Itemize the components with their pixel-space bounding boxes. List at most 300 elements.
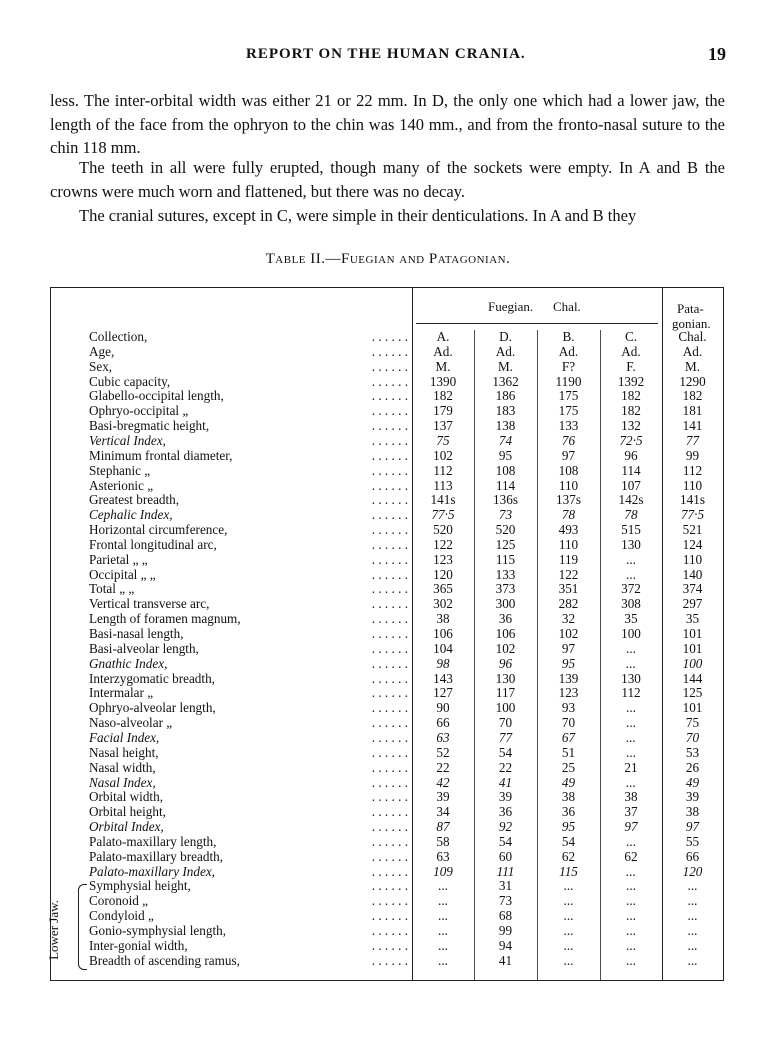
- cell-value: 36: [498, 804, 513, 820]
- row-label: Total „ „: [89, 581, 135, 597]
- lower-jaw-brace: [78, 884, 87, 970]
- cell-value: 122: [558, 566, 579, 582]
- cell-value: 112: [621, 685, 641, 701]
- cell-value: 93: [561, 700, 576, 716]
- row-label: Basi-nasal length,: [89, 626, 184, 641]
- cell-value: 39: [498, 789, 513, 805]
- leader-dots: . . . . . .: [371, 670, 408, 686]
- cell-value: ...: [626, 908, 636, 924]
- cell-value: 141s: [430, 492, 456, 508]
- cell-value: 38: [561, 789, 576, 805]
- cell-value: 62: [561, 848, 576, 864]
- cell-value: 104: [433, 640, 453, 656]
- cell-value: 123: [433, 551, 453, 567]
- cell-value: 1390: [429, 373, 457, 389]
- cell-value: ...: [438, 952, 448, 968]
- cell-value: M.: [435, 358, 451, 374]
- cell-value: 119: [558, 551, 579, 567]
- cell-value: 70: [561, 715, 576, 731]
- cell-value: Chal.: [678, 329, 707, 344]
- cell-value: 182: [682, 388, 703, 404]
- cell-value: 302: [433, 596, 453, 612]
- cell-value: 35: [685, 611, 700, 627]
- row-label: Length of foramen magnum,: [89, 611, 241, 627]
- cell-value: 77: [685, 432, 700, 448]
- cell-value: 130: [495, 670, 516, 686]
- leader-dots: . . . . . .: [371, 596, 408, 612]
- cell-value: 31: [498, 878, 513, 894]
- row-label: Orbital width,: [89, 789, 163, 805]
- running-head: [0, 46, 776, 66]
- cell-value: A.: [436, 329, 450, 344]
- cell-value: 136s: [493, 492, 518, 508]
- leader-dots: . . . . . .: [371, 685, 408, 701]
- cell-value: 1190: [555, 373, 582, 389]
- cell-value: ...: [438, 923, 448, 938]
- cell-value: ...: [687, 893, 698, 909]
- cell-value: 183: [495, 403, 516, 419]
- cell-value: ...: [626, 729, 636, 745]
- cell-value: 63: [436, 848, 450, 864]
- cell-value: 106: [433, 626, 453, 641]
- leader-dots: . . . . . .: [371, 819, 408, 835]
- cell-value: 115: [559, 863, 578, 879]
- cell-value: 182: [621, 388, 641, 404]
- cell-value: 108: [558, 462, 579, 478]
- cell-value: 106: [495, 626, 516, 641]
- cell-value: 97: [561, 640, 576, 656]
- leader-dots: . . . . . .: [371, 908, 408, 924]
- paragraph: less. The inter-orbital width was either 21 or 22 mm. In D, the only one which had a lower jaw, the length of the face from the ophryon to the chin was 140 mm., and from the fronto-nasal suture to the chin 118 mm.: [50, 91, 725, 157]
- cell-value: 41: [498, 952, 513, 968]
- row-label: Basi-bregmatic height,: [89, 418, 210, 434]
- leader-dots: . . . . . .: [371, 774, 408, 790]
- cell-value: ...: [626, 744, 636, 760]
- cell-value: 372: [621, 581, 641, 597]
- row-label: Greatest breadth,: [89, 492, 180, 508]
- cell-value: 73: [498, 893, 513, 909]
- leader-dots: . . . . . .: [371, 462, 408, 478]
- cell-value: ...: [438, 893, 448, 909]
- cell-value: 137s: [556, 492, 581, 508]
- cell-value: 110: [558, 477, 579, 493]
- row-label: Gonio-symphysial length,: [89, 923, 226, 938]
- leader-dots: . . . . . .: [371, 804, 408, 820]
- cell-value: 493: [558, 522, 579, 538]
- row-label: Condyloid „: [89, 908, 154, 924]
- cell-value: Ad.: [558, 343, 579, 359]
- row-label: Glabello-occipital length,: [89, 388, 224, 404]
- cell-value: 179: [433, 403, 453, 419]
- cell-value: ...: [687, 908, 698, 924]
- row-label: Intermalar „: [89, 685, 154, 701]
- cell-value: 124: [682, 536, 703, 552]
- cell-value: 49: [685, 774, 700, 790]
- cell-value: ...: [626, 833, 636, 849]
- cell-value: 520: [495, 522, 516, 538]
- row-label: Frontal longitudinal arc,: [89, 536, 217, 552]
- cell-value: ...: [626, 551, 636, 567]
- row-label: Nasal height,: [89, 744, 159, 760]
- cell-value: 32: [561, 611, 576, 627]
- cell-value: 97: [685, 819, 700, 835]
- cell-value: 110: [558, 536, 579, 552]
- cell-value: 101: [682, 700, 703, 716]
- cell-value: 521: [682, 522, 703, 538]
- leader-dots: . . . . . .: [371, 744, 408, 760]
- leader-dots: . . . . . .: [371, 358, 408, 374]
- cell-value: 99: [498, 923, 513, 938]
- row-label: Minimum frontal diameter,: [89, 447, 233, 463]
- cell-value: ...: [626, 952, 636, 968]
- row-label: Occipital „ „: [89, 566, 156, 582]
- row-label: Sex,: [89, 358, 113, 374]
- cell-value: 67: [561, 729, 576, 745]
- leader-dots: . . . . . .: [371, 432, 408, 448]
- cell-value: 37: [624, 804, 638, 820]
- cell-value: 100: [682, 655, 703, 671]
- row-label: Parietal „ „: [89, 551, 148, 567]
- cell-value: 60: [498, 848, 513, 864]
- cell-value: ...: [626, 700, 636, 716]
- cell-value: 139: [558, 670, 579, 686]
- cell-value: 96: [498, 655, 513, 671]
- cell-value: ...: [626, 863, 636, 879]
- paragraph: The teeth in all were fully erupted, though many of the sockets were empty. In A and B the crowns were much worn and flattened, but there was no decay.: [50, 158, 725, 201]
- cell-value: Ad.: [682, 343, 703, 359]
- running-title: REPORT ON THE HUMAN CRANIA.: [246, 46, 526, 62]
- cell-value: 55: [685, 833, 700, 849]
- row-label: Symphysial height,: [89, 878, 191, 894]
- cell-value: 41: [498, 774, 513, 790]
- cell-value: 182: [621, 403, 641, 419]
- leader-dots: . . . . . .: [371, 937, 408, 953]
- row-label: Nasal Index,: [89, 774, 156, 790]
- cell-value: 25: [561, 759, 576, 775]
- leader-dots: . . . . . .: [371, 833, 408, 849]
- leader-dots: . . . . . .: [371, 759, 408, 775]
- cell-value: Ad.: [621, 343, 641, 359]
- header-chal: Chal.: [553, 299, 581, 314]
- leader-dots: . . . . . .: [371, 507, 408, 523]
- cell-value: 108: [495, 462, 516, 478]
- cell-value: 76: [561, 432, 576, 448]
- cell-value: 38: [436, 611, 450, 627]
- leader-dots: . . . . . .: [371, 626, 408, 641]
- leader-dots: . . . . . .: [371, 418, 408, 434]
- row-label: Gnathic Index,: [89, 655, 168, 671]
- cell-value: 95: [561, 819, 576, 835]
- cell-value: 141s: [680, 492, 705, 508]
- leader-dots: . . . . . .: [371, 923, 408, 938]
- table-right-rule: [723, 287, 724, 981]
- cell-value: 100: [621, 626, 641, 641]
- cell-value: ...: [563, 893, 574, 909]
- leader-dots: . . . . . .: [371, 403, 408, 419]
- cell-value: ...: [626, 655, 636, 671]
- header-patagonian-2: gonian.: [672, 316, 711, 331]
- leader-dots: . . . . . .: [371, 893, 408, 909]
- cell-value: 39: [436, 789, 450, 805]
- row-label: Basi-alveolar length,: [89, 640, 199, 656]
- cell-value: F?: [561, 358, 576, 374]
- cell-value: 58: [436, 833, 450, 849]
- leader-dots: . . . . . .: [371, 329, 408, 344]
- row-label: Vertical transverse arc,: [89, 596, 210, 612]
- cell-value: ...: [438, 908, 448, 924]
- cell-value: M.: [497, 358, 514, 374]
- cell-value: 374: [682, 581, 703, 597]
- cell-value: 39: [685, 789, 700, 805]
- cell-value: 142s: [618, 492, 644, 508]
- cell-value: 66: [436, 715, 450, 731]
- row-label: Palato-maxillary breadth,: [89, 848, 224, 864]
- cell-value: 22: [436, 759, 450, 775]
- cell-value: 90: [436, 700, 450, 716]
- cell-value: 51: [561, 744, 576, 760]
- cell-value: 127: [433, 685, 453, 701]
- row-label: Orbital Index,: [89, 819, 164, 835]
- cell-value: 351: [558, 581, 579, 597]
- cell-value: 113: [433, 477, 453, 493]
- cell-value: 99: [685, 447, 700, 463]
- cell-value: 186: [495, 388, 516, 404]
- cell-value: 300: [495, 596, 516, 612]
- cell-value: 175: [558, 403, 579, 419]
- cell-value: 137: [433, 418, 453, 434]
- cell-value: Ad.: [495, 343, 516, 359]
- cell-value: 297: [682, 596, 703, 612]
- row-label: Naso-alveolar „: [89, 715, 173, 731]
- lower-jaw-label: Lower Jaw.: [45, 900, 61, 960]
- cell-value: 72·5: [619, 432, 643, 448]
- leader-dots: . . . . . .: [371, 700, 408, 716]
- cell-value: 114: [495, 477, 516, 493]
- cell-value: 138: [495, 418, 516, 434]
- leader-dots: . . . . . .: [371, 447, 408, 463]
- leader-dots: . . . . . .: [371, 477, 408, 493]
- row-label: Nasal width,: [89, 759, 156, 775]
- cell-value: 373: [495, 581, 516, 597]
- cell-value: 1362: [492, 373, 519, 389]
- cell-value: 36: [561, 804, 576, 820]
- row-label: Age,: [89, 343, 115, 359]
- table-caption-prefix: Table II.—: [265, 251, 342, 267]
- leader-dots: . . . . . .: [371, 878, 408, 894]
- leader-dots: . . . . . .: [371, 729, 408, 745]
- cell-value: D.: [499, 329, 512, 344]
- cell-value: 115: [495, 551, 516, 567]
- cell-value: 365: [433, 581, 453, 597]
- cell-value: 96: [624, 447, 638, 463]
- leader-dots: . . . . . .: [371, 492, 408, 508]
- cell-value: 63: [436, 729, 450, 745]
- cell-value: 110: [682, 477, 703, 493]
- cell-value: 35: [624, 611, 638, 627]
- row-label: Ophryo-alveolar length,: [89, 700, 216, 716]
- cell-value: 54: [561, 833, 576, 849]
- cell-value: ...: [626, 878, 636, 894]
- row-label: Cephalic Index,: [89, 507, 173, 523]
- leader-dots: . . . . . .: [371, 863, 408, 879]
- cell-value: 78: [624, 507, 638, 523]
- cell-value: 77·5: [431, 507, 455, 523]
- row-label: Stephanic „: [89, 462, 151, 478]
- row-label: Collection,: [89, 329, 148, 344]
- cell-value: 70: [498, 715, 513, 731]
- cell-value: 97: [624, 819, 638, 835]
- cell-value: 94: [498, 937, 513, 953]
- cell-value: 181: [682, 403, 703, 419]
- cell-value: 54: [498, 833, 513, 849]
- cell-value: 101: [682, 640, 703, 656]
- leader-dots: . . . . . .: [371, 551, 408, 567]
- cell-value: Ad.: [433, 343, 453, 359]
- cell-value: 97: [561, 447, 576, 463]
- cell-value: ...: [563, 878, 574, 894]
- cell-value: 92: [498, 819, 513, 835]
- cell-value: 130: [621, 670, 641, 686]
- cell-value: 112: [433, 462, 453, 478]
- group-brace-rule: [416, 323, 658, 324]
- cell-value: 112: [682, 462, 703, 478]
- cell-value: 38: [685, 804, 700, 820]
- cell-value: 100: [495, 700, 516, 716]
- cell-value: 515: [621, 522, 641, 538]
- cell-value: 73: [498, 507, 513, 523]
- cell-value: B.: [562, 329, 575, 344]
- cell-value: 74: [498, 432, 513, 448]
- cell-value: 120: [682, 863, 703, 879]
- page-number: 19: [708, 44, 726, 64]
- leader-dots: . . . . . .: [371, 655, 408, 671]
- leader-dots: . . . . . .: [371, 343, 408, 359]
- row-label: Cubic capacity,: [89, 373, 171, 389]
- cell-value: ...: [626, 893, 636, 909]
- cell-value: 175: [558, 388, 579, 404]
- row-label: Horizontal circumference,: [89, 522, 228, 538]
- cell-value: 141: [682, 418, 703, 434]
- cell-value: 520: [433, 522, 453, 538]
- cell-value: 22: [498, 759, 513, 775]
- paragraph: The cranial sutures, except in C, were simple in their denticulations. In A and B they: [79, 206, 637, 225]
- cell-value: 133: [495, 566, 516, 582]
- cell-value: 36: [498, 611, 513, 627]
- cell-value: 111: [496, 863, 515, 879]
- cell-value: ...: [563, 952, 574, 968]
- leader-dots: . . . . . .: [371, 640, 408, 656]
- row-label: Palato-maxillary Index,: [89, 863, 215, 879]
- leader-dots: . . . . . .: [371, 388, 408, 404]
- cell-value: 109: [433, 863, 453, 879]
- cell-value: 102: [558, 626, 579, 641]
- table-left-rule: [50, 287, 51, 981]
- cell-value: 98: [436, 655, 450, 671]
- cell-value: 75: [436, 432, 450, 448]
- row-label: Inter-gonial width,: [89, 937, 188, 953]
- cell-value: 42: [436, 774, 450, 790]
- cell-value: ...: [563, 908, 574, 924]
- row-label: Interzygomatic breadth,: [89, 670, 215, 686]
- cell-value: ...: [438, 878, 448, 894]
- table-caption: [0, 251, 776, 268]
- cell-value: ...: [687, 937, 698, 953]
- cell-value: 54: [498, 744, 513, 760]
- row-label: Palato-maxillary length,: [89, 833, 217, 849]
- cell-value: 144: [682, 670, 703, 686]
- header-fuegian: Fuegian.: [488, 299, 534, 314]
- row-label: Coronoid „: [89, 893, 148, 909]
- leader-dots: . . . . . .: [371, 952, 408, 968]
- row-label: Facial Index,: [89, 729, 160, 745]
- cell-value: ...: [687, 952, 698, 968]
- cell-value: 1392: [617, 373, 645, 389]
- cell-value: 133: [558, 418, 579, 434]
- cell-value: 140: [682, 566, 703, 582]
- cell-value: 308: [621, 596, 641, 612]
- cell-value: 26: [685, 759, 700, 775]
- cell-value: F.: [626, 358, 636, 374]
- cell-value: ...: [687, 923, 698, 938]
- cell-value: 38: [624, 789, 638, 805]
- cell-value: 125: [495, 536, 516, 552]
- cell-value: ...: [626, 566, 636, 582]
- cell-value: 120: [433, 566, 453, 582]
- cell-value: 110: [682, 551, 703, 567]
- cell-value: C.: [624, 329, 638, 344]
- cell-value: ...: [626, 640, 636, 656]
- cell-value: 117: [495, 685, 516, 701]
- leader-dots: . . . . . .: [371, 789, 408, 805]
- cell-value: 143: [433, 670, 453, 686]
- cell-value: 68: [498, 908, 513, 924]
- row-label: Ophryo-occipital „: [89, 403, 189, 419]
- cell-value: 102: [433, 447, 453, 463]
- cell-value: 1290: [679, 373, 706, 389]
- cell-value: 182: [433, 388, 453, 404]
- cell-value: ...: [626, 715, 636, 731]
- cell-value: 62: [624, 848, 638, 864]
- leader-dots: . . . . . .: [371, 536, 408, 552]
- row-label: Asterionic „: [89, 477, 154, 493]
- cell-value: ...: [626, 937, 636, 953]
- cell-value: 78: [561, 507, 576, 523]
- leader-dots: . . . . . .: [371, 566, 408, 582]
- cell-value: 70: [685, 729, 700, 745]
- cell-value: 95: [498, 447, 513, 463]
- cell-value: 66: [685, 848, 700, 864]
- cell-value: 122: [433, 536, 453, 552]
- cell-value: 77: [498, 729, 513, 745]
- cell-value: 282: [558, 596, 579, 612]
- cell-value: M.: [684, 358, 701, 374]
- cell-value: ...: [563, 937, 574, 953]
- cell-value: 21: [624, 759, 638, 775]
- cell-value: ...: [563, 923, 574, 938]
- leader-dots: . . . . . .: [371, 611, 408, 627]
- leader-dots: . . . . . .: [371, 522, 408, 538]
- leader-dots: . . . . . .: [371, 373, 408, 389]
- table-bottom-rule: [50, 980, 724, 981]
- table-top-rule: [50, 287, 724, 288]
- header-patagonian-1: Pata-: [677, 301, 704, 316]
- cell-value: ...: [687, 878, 698, 894]
- row-label: Breadth of ascending ramus,: [89, 952, 240, 968]
- row-label: Orbital height,: [89, 804, 166, 820]
- table-caption-main: Fuegian and Patagonian.: [341, 251, 511, 267]
- cell-value: 132: [621, 418, 641, 434]
- cell-value: 125: [682, 685, 703, 701]
